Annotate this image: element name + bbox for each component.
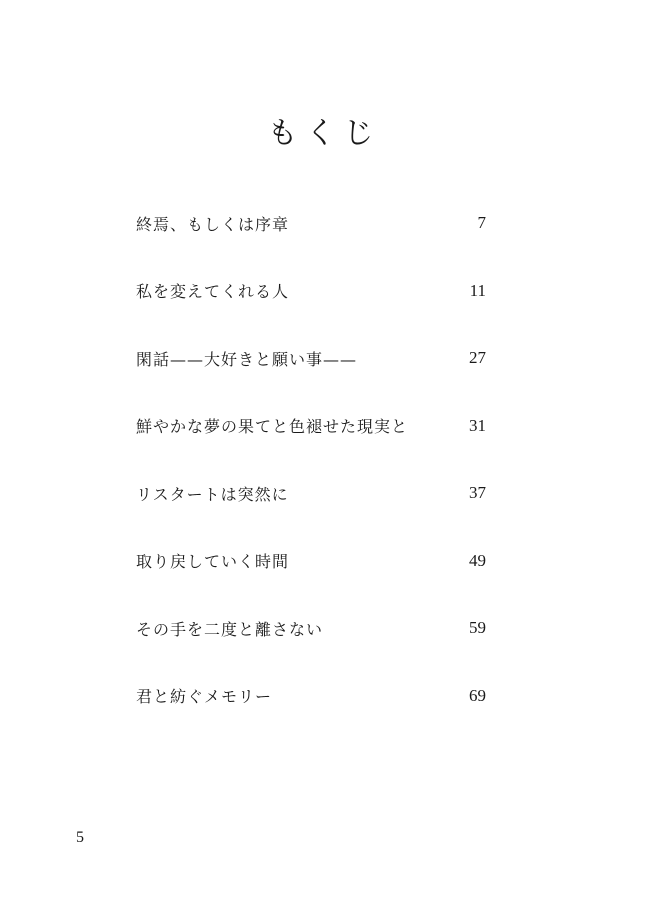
toc-entry-page: 69 — [469, 685, 486, 705]
toc-entry — [136, 343, 486, 373]
toc-entry — [136, 478, 486, 508]
toc-entry-page: 37 — [469, 483, 486, 502]
toc-entry — [136, 681, 486, 711]
page-title: もくじ — [267, 116, 382, 151]
toc-entry-title: 鮮やかな夢の果てと色褪せた現実と — [136, 417, 409, 436]
toc-entry-page: 27 — [469, 348, 486, 367]
toc-entry-title: 閑話——大好きと願い事—— — [136, 349, 358, 369]
toc-entry-title: 私を変えてくれる人 — [136, 282, 290, 301]
toc-entry — [136, 546, 486, 576]
toc-entry-page: 31 — [469, 415, 486, 435]
toc-entry-title: 君と紡ぐメモリー — [136, 687, 273, 706]
toc-entry-title: その手を二度と離さない — [136, 619, 324, 639]
toc-entry-title: リスタートは突然に — [136, 484, 289, 504]
toc-entry-page: 59 — [469, 618, 486, 637]
toc-entry-title: 終焉、もしくは序章 — [136, 214, 290, 234]
toc-entry-page: 49 — [469, 550, 486, 570]
toc-entry — [136, 208, 486, 238]
toc-entry-title: 取り戻していく時間 — [136, 552, 290, 571]
toc-entry — [136, 613, 486, 643]
toc-entry — [136, 276, 486, 306]
toc-entry-page: 7 — [477, 213, 486, 232]
toc-entry — [136, 411, 486, 441]
table-of-contents — [136, 208, 486, 748]
toc-entry-page: 11 — [469, 280, 486, 300]
page-number: 5 — [76, 829, 84, 846]
